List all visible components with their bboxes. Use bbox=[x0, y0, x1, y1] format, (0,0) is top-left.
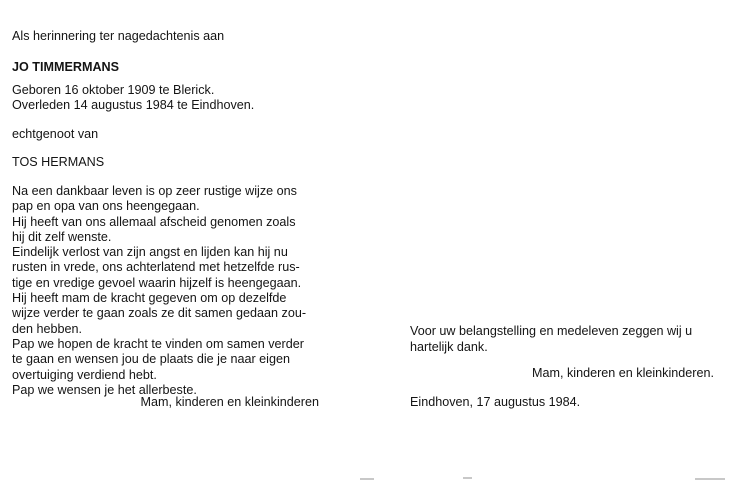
thanks-line: Voor uw belangstelling en medeleven zeggen wij u bbox=[410, 324, 693, 338]
text-line: tige en vredige gevoel waarin hijzelf is heengegaan. bbox=[12, 275, 302, 290]
text-line: Eindelijk verlost van zijn angst en lijden kan hij nu bbox=[12, 245, 288, 260]
text-line: den hebben. bbox=[12, 321, 83, 336]
death-line: Overleden 14 augustus 1984 te Eindhoven. bbox=[12, 98, 255, 112]
text-line: wijze verder te gaan zoals ze dit samen gedaan zou- bbox=[12, 306, 307, 321]
text-line: rusten in vrede, ons achterlatend met hetzelfde rus- bbox=[12, 260, 300, 275]
text-line: hij dit zelf wenste. bbox=[12, 229, 112, 244]
text-line: Hij heeft van ons allemaal afscheid genomen zoals bbox=[12, 214, 296, 229]
place-date: Eindhoven, 17 augustus 1984. bbox=[410, 395, 581, 409]
memorial-text bbox=[12, 184, 322, 398]
scan-speck bbox=[463, 477, 472, 479]
scan-speck bbox=[695, 478, 725, 480]
text-line: Hij heeft mam de kracht gegeven om op dezelfde bbox=[12, 291, 287, 306]
text-line: pap en opa van ons heengegaan. bbox=[12, 199, 200, 214]
spouse-label: echtgenoot van bbox=[12, 127, 99, 141]
text-line: te gaan en wensen jou de plaats die je naar eigen bbox=[12, 352, 290, 367]
intro-text: Als herinnering ter nagedachtenis aan bbox=[12, 29, 225, 43]
deceased-name: JO TIMMERMANS bbox=[12, 60, 120, 74]
scan-speck bbox=[360, 478, 374, 480]
text-line: overtuiging verdiend hebt. bbox=[12, 367, 157, 382]
right-signature: Mam, kinderen en kleinkinderen. bbox=[531, 366, 714, 380]
left-signature: Mam, kinderen en kleinkinderen bbox=[140, 395, 319, 409]
text-line: Pap we hopen de kracht te vinden om samen verder bbox=[12, 336, 304, 351]
birth-line: Geboren 16 oktober 1909 te Blerick. bbox=[12, 83, 215, 97]
text-line: Na een dankbaar leven is op zeer rustige wijze ons bbox=[12, 184, 297, 198]
spouse-name: TOS HERMANS bbox=[12, 155, 105, 169]
thanks-line: hartelijk dank. bbox=[410, 340, 488, 354]
text-line: Pap we wensen je het allerbeste. bbox=[12, 382, 197, 397]
